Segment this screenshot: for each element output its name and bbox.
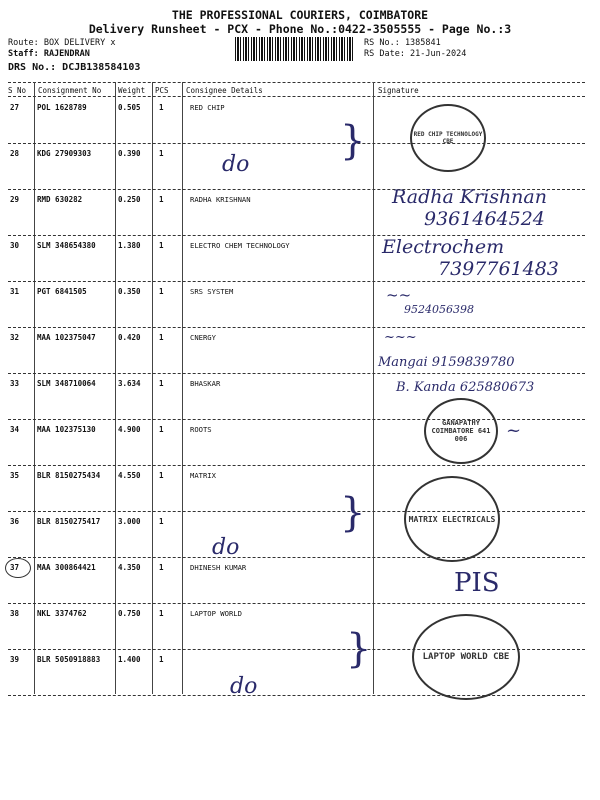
row-pcs: 1 xyxy=(159,333,164,342)
row-sno: 38 xyxy=(10,609,20,618)
row-consignment: BLR 8150275434 xyxy=(37,471,101,480)
row-sno: 31 xyxy=(10,287,20,296)
row-sno: 36 xyxy=(10,517,20,526)
row-weight: 0.505 xyxy=(118,103,141,112)
matrix-stamp: MATRIX ELECTRICALS xyxy=(404,476,500,562)
row-sno: 37 xyxy=(10,563,20,572)
rs-number: RS No.: 1385841 xyxy=(364,38,441,48)
row-consignment: RMD 630282 xyxy=(37,195,83,204)
row-weight: 0.750 xyxy=(118,609,141,618)
handwritten-signature: ~~ xyxy=(386,286,412,304)
row-pcs: 1 xyxy=(159,471,164,480)
row-consignee: ROOTS xyxy=(190,425,212,434)
row-sno: 27 xyxy=(10,103,20,112)
row-weight: 4.350 xyxy=(118,563,141,572)
row-sno: 35 xyxy=(10,471,20,480)
row-pcs: 1 xyxy=(159,609,164,618)
col-pcs: PCS xyxy=(155,86,169,95)
row-consignment: SLM 348710064 xyxy=(37,379,96,388)
route-label: Route: BOX DELIVERY x xyxy=(8,38,116,48)
row-pcs: 1 xyxy=(159,425,164,434)
handwritten-ditto: do xyxy=(222,152,250,177)
handwritten-signature: ~ xyxy=(506,420,522,441)
col-consignment: Consignment No xyxy=(38,86,102,95)
handwritten-ditto: do xyxy=(212,535,240,560)
row-sno: 28 xyxy=(10,149,20,158)
handwritten-bracket: } xyxy=(346,626,372,672)
row-weight: 1.380 xyxy=(118,241,141,250)
row-weight: 0.390 xyxy=(118,149,141,158)
row-pcs: 1 xyxy=(159,149,164,158)
laptop-world-stamp: LAPTOP WORLD CBE xyxy=(412,614,520,700)
row-separator xyxy=(8,557,585,558)
row-pcs: 1 xyxy=(159,241,164,250)
handwritten-ditto: do xyxy=(230,674,258,699)
handwritten-pls: PIS xyxy=(454,568,500,598)
row-consignment: MAA 300864421 xyxy=(37,563,96,572)
row-consignment: PGT 6841505 xyxy=(37,287,87,296)
row-pcs: 1 xyxy=(159,103,164,112)
company-title: THE PROFESSIONAL COURIERS, COIMBATORE xyxy=(171,8,429,22)
row-sno: 33 xyxy=(10,379,20,388)
row-weight: 3.000 xyxy=(118,517,141,526)
col-weight: Weight xyxy=(118,86,146,95)
row-separator xyxy=(8,419,585,420)
row-separator xyxy=(8,327,585,328)
row-pcs: 1 xyxy=(159,563,164,572)
row-consignee: RED CHIP xyxy=(190,103,225,112)
row-pcs: 1 xyxy=(159,517,164,526)
handwritten-bracket: } xyxy=(340,490,366,536)
header-top-rule xyxy=(8,82,585,83)
row-sno: 32 xyxy=(10,333,20,342)
row-separator xyxy=(8,465,585,466)
col-signature: Signature xyxy=(378,86,419,95)
row-consignee: RADHA KRISHNAN xyxy=(190,195,251,204)
row-pcs: 1 xyxy=(159,195,164,204)
row-consignment: MAA 102375047 xyxy=(37,333,96,342)
row-separator xyxy=(8,281,585,282)
row-sno: 39 xyxy=(10,655,20,664)
handwritten-name: Radha Krishnan xyxy=(392,186,547,208)
handwritten-name: Electrochem xyxy=(382,236,505,258)
row-pcs: 1 xyxy=(159,655,164,664)
row-consignment: BLR 8150275417 xyxy=(37,517,101,526)
row-consignment: SLM 348654380 xyxy=(37,241,96,250)
handwritten-contact: B. Kanda 625880673 xyxy=(396,380,535,395)
row-pcs: 1 xyxy=(159,379,164,388)
barcode xyxy=(235,37,355,61)
row-consignment: BLR 5050918883 xyxy=(37,655,101,664)
row-consignee: MATRIX xyxy=(190,471,216,480)
row-separator xyxy=(8,695,585,696)
row-separator xyxy=(8,373,585,374)
col-sno: S No xyxy=(8,86,27,95)
row-consignment: MAA 102375130 xyxy=(37,425,96,434)
row-weight: 3.634 xyxy=(118,379,141,388)
row-consignee: CNERGY xyxy=(190,333,216,342)
row-consignment: POL 1628789 xyxy=(37,103,87,112)
roots-stamp: GANAPATHY COIMBATORE 641 006 xyxy=(424,398,498,464)
redchip-stamp: RED CHIP TECHNOLOGY CBE xyxy=(410,104,486,172)
row-separator xyxy=(8,143,585,144)
row-weight: 4.550 xyxy=(118,471,141,480)
row-consignment: NKL 3374762 xyxy=(37,609,87,618)
row-weight: 4.900 xyxy=(118,425,141,434)
handwritten-phone: 9361464524 xyxy=(424,208,545,230)
handwritten-phone: 9524056398 xyxy=(404,303,474,316)
drs-number: DRS No.: DCJB138584103 xyxy=(8,62,141,73)
row-consignee: DHINESH KUMAR xyxy=(190,563,247,572)
row-sno: 29 xyxy=(10,195,20,204)
handwritten-phone: 7397761483 xyxy=(438,258,559,280)
runsheet-subtitle: Delivery Runsheet - PCX - Phone No.:0422-3505555 - Page No.:3 xyxy=(88,22,512,36)
row-sno: 34 xyxy=(10,425,20,434)
row-consignee: BHASKAR xyxy=(190,379,221,388)
row-weight: 0.250 xyxy=(118,195,141,204)
row-consignee: SRS SYSTEM xyxy=(190,287,234,296)
row-pcs: 1 xyxy=(159,287,164,296)
handwritten-contact: Mangai 9159839780 xyxy=(378,355,515,370)
row-consignee: LAPTOP WORLD xyxy=(190,609,242,618)
header-bottom-rule xyxy=(8,96,585,97)
staff-label: Staff: RAJENDRAN xyxy=(8,49,90,59)
handwritten-bracket: } xyxy=(340,118,366,164)
row-consignment: KDG 27909303 xyxy=(37,149,92,158)
row-weight: 0.420 xyxy=(118,333,141,342)
row-separator xyxy=(8,603,585,604)
rs-date: RS Date: 21-Jun-2024 xyxy=(364,49,467,59)
row-weight: 1.400 xyxy=(118,655,141,664)
col-consignee: Consignee Details xyxy=(186,86,263,95)
row-sno: 30 xyxy=(10,241,20,250)
row-weight: 0.350 xyxy=(118,287,141,296)
handwritten-signature: ~~~ xyxy=(384,330,417,345)
row-consignee: ELECTRO CHEM TECHNOLOGY xyxy=(190,241,290,250)
